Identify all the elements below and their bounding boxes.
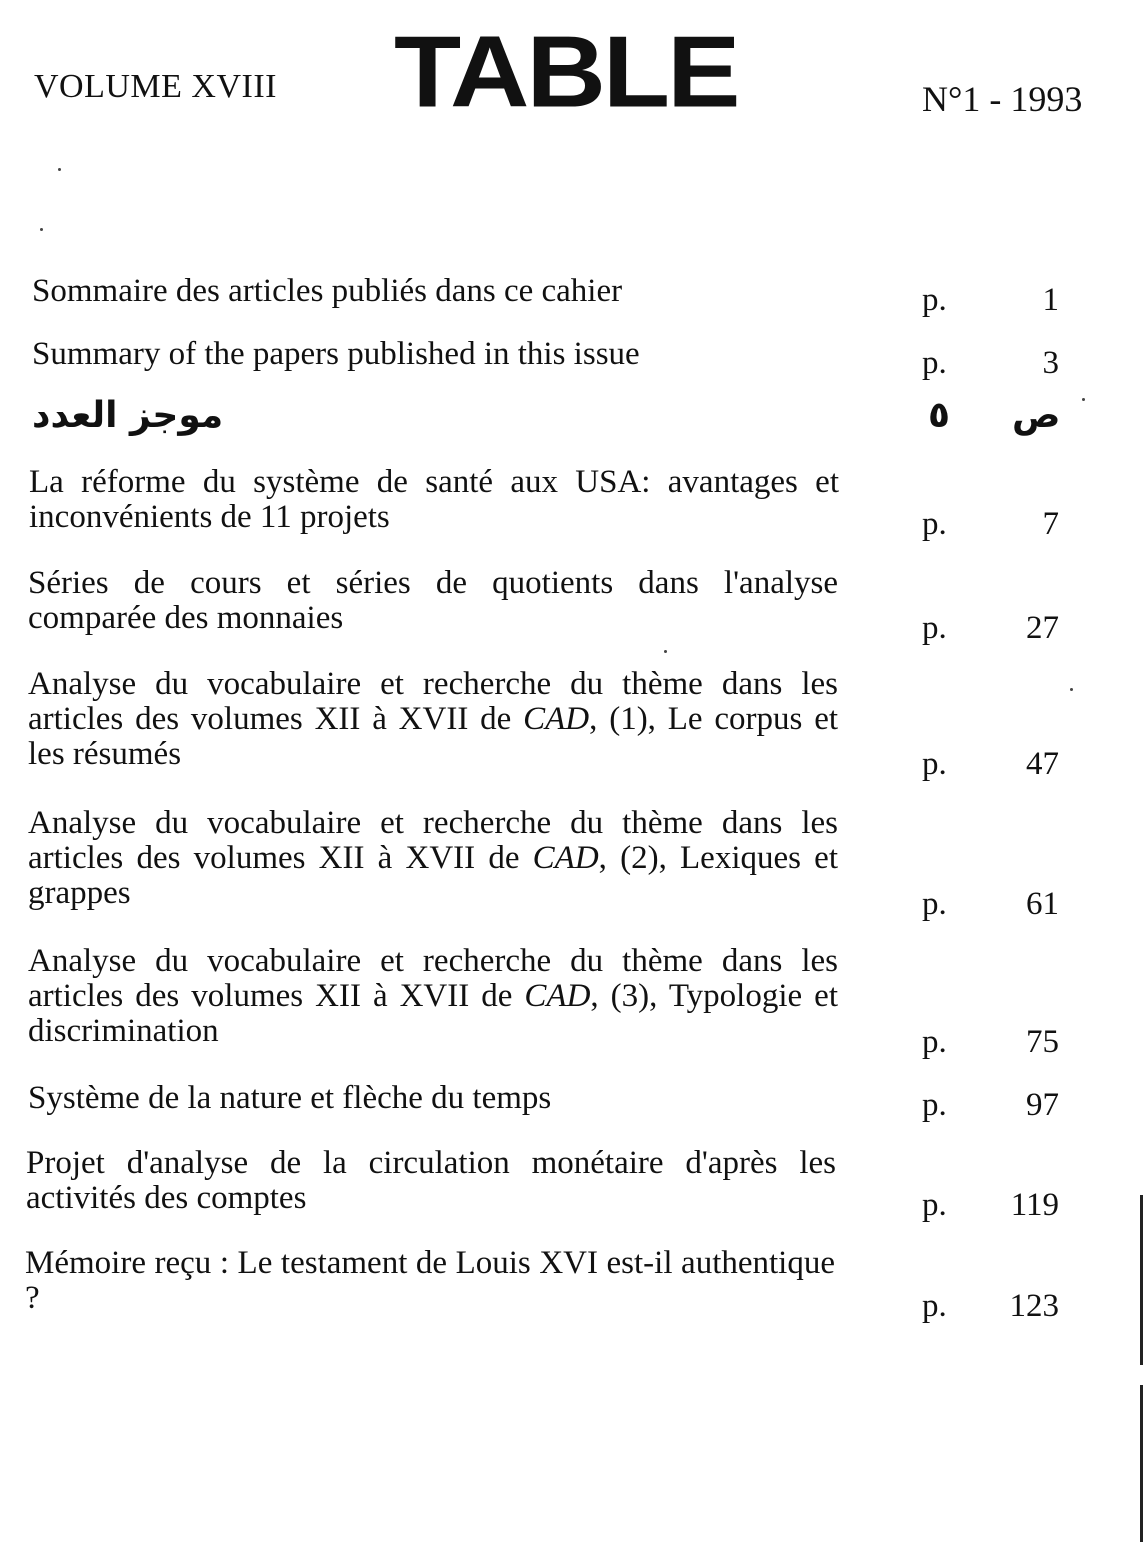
scan-artifact-speck [1082, 398, 1085, 401]
scan-artifact-line [1140, 1385, 1143, 1542]
toc-page-number: ٥ [928, 395, 950, 436]
toc-page-label: p. [922, 1024, 947, 1060]
toc-entry-title: Séries de cours et séries de quotients dans l'analyse comparée des monnaies [28, 565, 838, 636]
toc-page-number: 119 [1010, 1187, 1059, 1223]
scan-artifact-speck [1070, 688, 1073, 691]
toc-page-number: 3 [1042, 345, 1059, 381]
toc-page-label: p. [922, 282, 947, 318]
toc-entry-title: Projet d'analyse de la circulation monétaire d'après les activités des comptes [26, 1145, 836, 1216]
scan-artifact-speck [58, 168, 61, 171]
toc-page-label: p. [922, 345, 947, 381]
toc-entry-title: Sommaire des articles publiés dans ce cahier [32, 273, 623, 309]
toc-page-label: p. [922, 506, 947, 542]
issue-label: N°1 - 1993 [922, 79, 1083, 119]
toc-page-label: p. [922, 1087, 947, 1123]
toc-page-label: p. [922, 746, 947, 782]
toc-page-number: 47 [1026, 746, 1059, 782]
toc-page-number: 123 [1009, 1288, 1059, 1324]
toc-page-label: p. [922, 886, 947, 922]
toc-entry-title: Mémoire reçu : Le testament de Louis XVI est-il authentique ? [25, 1245, 835, 1316]
toc-entry-title: Système de la nature et flèche du temps [28, 1080, 552, 1116]
toc-page-label: p. [922, 1187, 947, 1223]
page-title: TABLE [394, 15, 738, 129]
scan-artifact-speck [664, 650, 667, 653]
toc-entry-title: Analyse du vocabulaire et recherche du thème dans les articles des volumes XII à XVII de CAD, (2), Lexiques et grappes [28, 805, 838, 911]
scan-artifact-line [1140, 1195, 1143, 1365]
toc-entry-title: Summary of the papers published in this issue [32, 336, 640, 372]
scan-artifact-speck [40, 228, 43, 231]
toc-entry-title: Analyse du vocabulaire et recherche du thème dans les articles des volumes XII à XVII de CAD, (3), Typologie et discrimination [28, 943, 838, 1049]
toc-page-number: 27 [1026, 610, 1059, 646]
toc-page-number: 7 [1042, 506, 1059, 542]
toc-page-number: 97 [1026, 1087, 1059, 1123]
volume-label: VOLUME XVIII [34, 68, 278, 105]
toc-page-number: 61 [1026, 886, 1059, 922]
toc-page-number: 1 [1042, 282, 1059, 318]
toc-page-label: ص [1012, 395, 1061, 436]
toc-page-label: p. [922, 610, 947, 646]
toc-entry-title: Analyse du vocabulaire et recherche du thème dans les articles des volumes XII à XVII de CAD, (1), Le corpus et les résumés [28, 666, 839, 772]
toc-entry-title: موجز العدد [32, 395, 224, 436]
toc-page-number: 75 [1026, 1024, 1059, 1060]
toc-page-label: p. [922, 1288, 947, 1324]
toc-entry-title: La réforme du système de santé aux USA: avantages et inconvénients de 11 projets [29, 464, 839, 535]
